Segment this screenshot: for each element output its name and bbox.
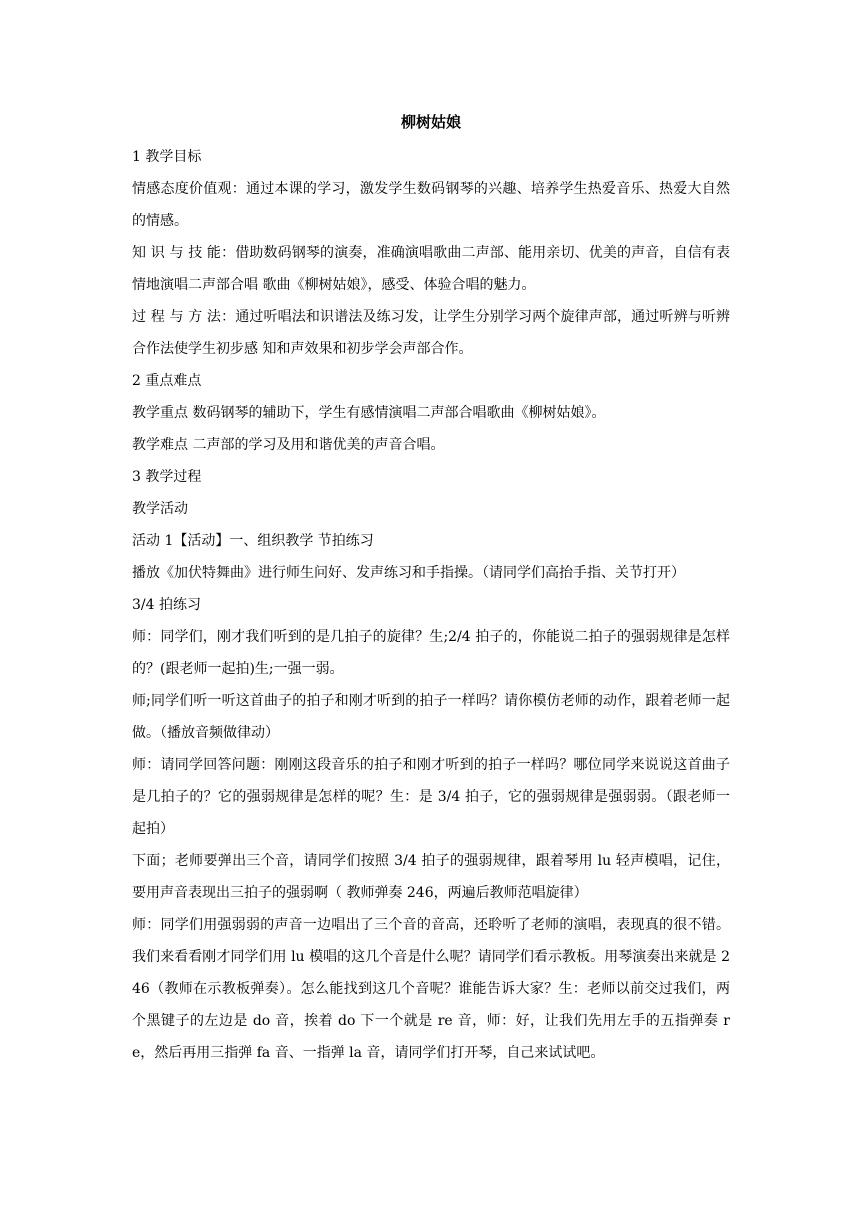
paragraph-dialogue-2: 师;同学们听一听这首曲子的拍子和刚才听到的拍子一样吗？请你模仿老师的动作，跟着老师一起做。（播放音频做律动）	[132, 693, 730, 741]
paragraph-teaching-activities: 教学活动	[132, 501, 188, 517]
heading-teaching-process: 3 教学过程	[132, 469, 202, 485]
document-page	[132, 103, 730, 1069]
paragraph-34-practice: 3/4 拍练习	[132, 597, 201, 613]
paragraph-difficult-point: 教学难点 二声部的学习及用和谐优美的声音合唱。	[132, 437, 445, 453]
document-title: 柳树姑娘	[400, 113, 461, 131]
paragraph-dialogue-1: 师：同学们，刚才我们听到的是几拍子的旋律？生;2/4 拍子的，你能说二拍子的强弱规律是怎样的？(跟老师一起拍)生;一强一弱。	[132, 629, 730, 677]
paragraph-activity-1: 活动 1【活动】一、组织教学 节拍练习	[132, 533, 374, 549]
paragraph-process-goal: 过 程 与 方 法：通过听唱法和识谱法及练习发，让学生分别学习两个旋律声部，通过听辨与听辨合作法使学生初步感 知和声效果和初步学会声部合作。	[132, 309, 730, 357]
heading-teaching-goals: 1 教学目标	[132, 149, 202, 165]
paragraph-dialogue-5: 师：同学们用强弱弱的声音一边唱出了三个音的音高，还聆听了老师的演唱，表现真的很不错。我们来看看刚才同学们用 lu 模唱的这几个音是什么呢？请同学们看示教板。用琴演奏出来就是 246（教师在示教板弹奏）。怎么能找到这几个音呢？谁能告诉大家？生：老师以前交过我们，两个黑键子的左边是 do 音，挨着 do 下一个就是 re 音，师：好，让我们先用左手的五指弹奏 re，然后再用三指弹 fa 音、一指弹 la 音，请同学们打开琴，自己来试试吧。	[132, 917, 730, 1061]
paragraph-key-point: 教学重点 数码钢琴的辅助下，学生有感情演唱二声部合唱歌曲《柳树姑娘》。	[132, 405, 606, 421]
heading-key-points: 2 重点难点	[132, 373, 202, 389]
paragraph-knowledge-goal: 知 识 与 技 能：借助数码钢琴的演奏，准确演唱歌曲二声部、能用亲切、优美的声音，自信有表情地演唱二声部合唱 歌曲《柳树姑娘》，感受、体验合唱的魅力。	[132, 245, 730, 293]
paragraph-dialogue-4: 下面；老师要弹出三个音，请同学们按照 3/4 拍子的强弱规律，跟着琴用 lu 轻声模唱，记住，要用声音表现出三拍子的强弱啊（ 教师弹奏 246，两遍后教师范唱旋律）	[132, 853, 730, 901]
paragraph-dialogue-3: 师：请同学回答问题：刚刚这段音乐的拍子和刚才听到的拍子一样吗？哪位同学来说说这首曲子是几拍子的？它的强弱规律是怎样的呢？生：是 3/4 拍子，它的强弱规律是强弱弱。（跟老师一起拍）	[132, 757, 730, 837]
paragraph-emotion-goal: 情感态度价值观：通过本课的学习，激发学生数码钢琴的兴趣、培养学生热爱音乐、热爱大自然的情感。	[132, 181, 730, 229]
paragraph-play-music: 播放《加伏特舞曲》进行师生问好、发声练习和手指操。（请同学们高抬手指、关节打开）	[132, 565, 685, 581]
